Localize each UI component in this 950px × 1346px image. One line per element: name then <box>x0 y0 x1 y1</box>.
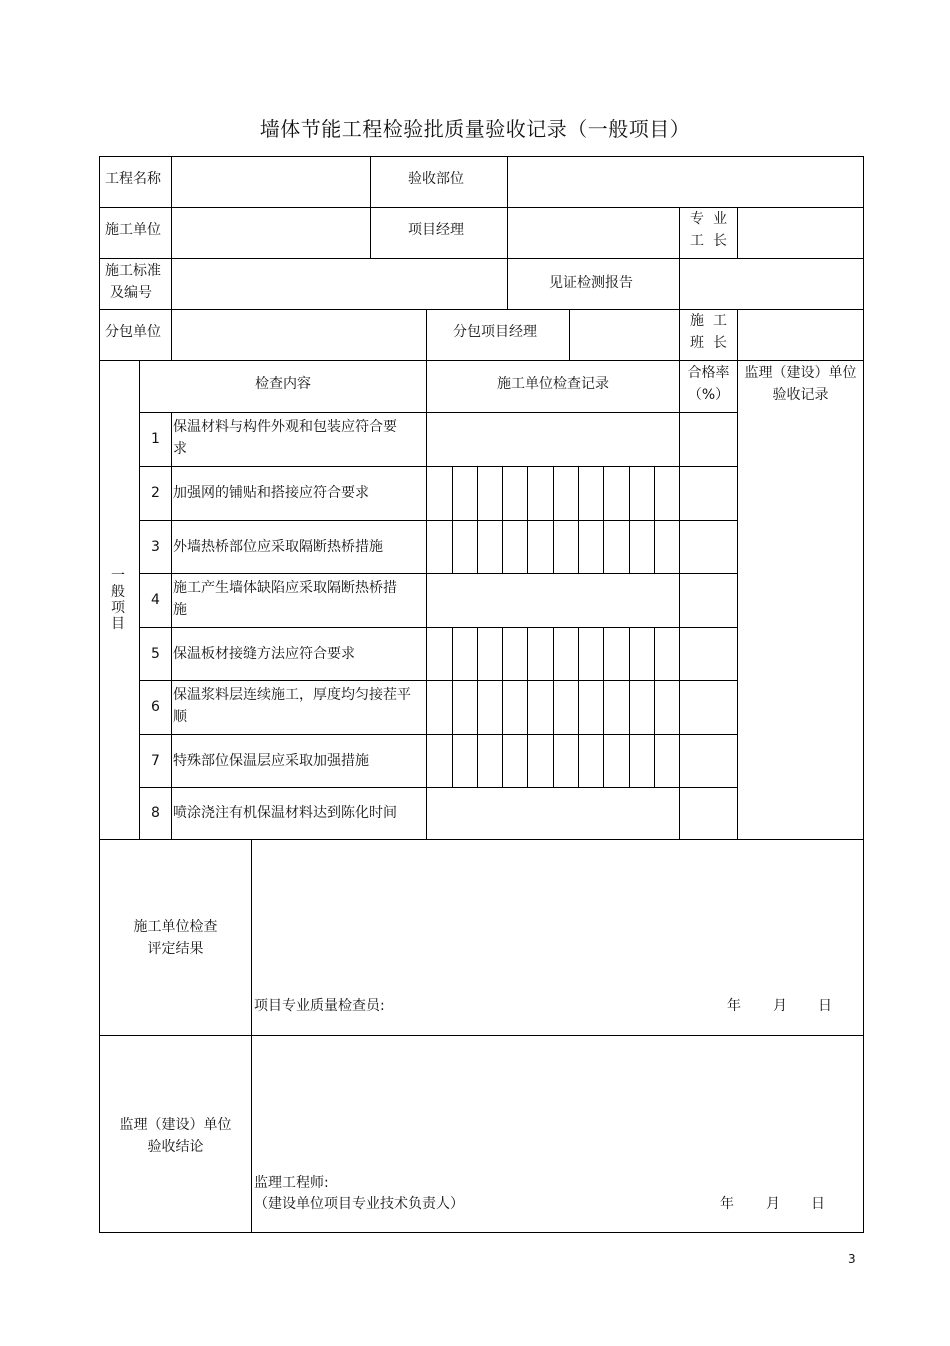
construction-result-label: 施工单位检查 <box>133 919 218 935</box>
record-subcell-line <box>553 627 554 787</box>
table-line <box>139 573 737 574</box>
date-month: 月 <box>766 1196 780 1212</box>
table-line <box>139 787 737 788</box>
table-line <box>139 734 737 735</box>
record-subcell-line <box>502 466 503 573</box>
construction-record-header: 施工单位检查记录 <box>497 376 609 392</box>
item-content: 喷涂浇注有机保温材料达到陈化时间 <box>173 805 397 821</box>
item-number: 8 <box>151 805 160 821</box>
record-subcell-line <box>502 627 503 787</box>
table-line <box>139 412 737 413</box>
item-content: 施工产生墙体缺陷应采取隔断热桥措 <box>173 580 397 596</box>
supervision-record-header: 监理（建设）单位 <box>744 365 857 381</box>
project-manager-label: 项目经理 <box>408 222 464 238</box>
date-day: 日 <box>811 1196 825 1212</box>
item-number: 5 <box>151 646 160 662</box>
table-line <box>679 360 680 839</box>
record-subcell-line <box>452 466 453 573</box>
table-line <box>737 207 738 258</box>
record-subcell-line <box>578 466 579 573</box>
table-line <box>737 309 738 360</box>
construction-unit-label: 施工单位 <box>105 222 161 238</box>
item-number: 1 <box>151 431 160 447</box>
construction-result-label: 评定结果 <box>147 941 204 957</box>
table-line <box>507 156 508 309</box>
table-line <box>426 309 427 360</box>
record-subcell-line <box>553 466 554 573</box>
witness-report-label: 见证检测报告 <box>549 275 633 291</box>
table-line <box>99 309 864 310</box>
table-line <box>171 412 172 839</box>
acceptance-part-label: 验收部位 <box>408 171 464 187</box>
item-number: 4 <box>151 592 160 608</box>
table-line <box>370 156 371 258</box>
record-subcell-line <box>578 627 579 787</box>
table-line <box>99 156 864 157</box>
item-content: 保温浆料层连续施工，厚度均匀接茬平 <box>173 687 411 703</box>
record-subcell-line <box>477 466 478 573</box>
supervision-record-header: 验收记录 <box>772 387 829 403</box>
item-content: 施 <box>173 602 187 618</box>
date-month: 月 <box>773 998 787 1014</box>
quality-inspector-label: 项目专业质量检查员: <box>254 998 385 1014</box>
record-subcell-line <box>629 466 630 573</box>
supervision-engineer-note: （建设单位项目专业技术负责人） <box>254 1196 464 1212</box>
record-subcell-line <box>477 627 478 787</box>
subcontract-manager-label: 分包项目经理 <box>453 324 537 340</box>
supervision-conclusion-label: 验收结论 <box>147 1139 204 1155</box>
table-line <box>99 156 100 1233</box>
item-content: 特殊部位保温层应采取加强措施 <box>173 753 369 769</box>
standard-label: 施工标准 <box>105 263 161 279</box>
table-line <box>139 466 737 467</box>
project-name-label: 工程名称 <box>105 171 161 187</box>
table-line <box>99 839 864 840</box>
pass-rate-header: （%） <box>687 387 730 403</box>
pass-rate-header: 合格率 <box>687 365 730 381</box>
record-subcell-line <box>452 627 453 787</box>
item-content: 顺 <box>173 709 187 725</box>
standard-label: 及编号 <box>110 285 152 301</box>
table-line <box>99 1232 864 1233</box>
supervision-conclusion-label: 监理（建设）单位 <box>119 1117 232 1133</box>
specialty-foreman-label: 工 长 <box>690 233 727 249</box>
item-number: 6 <box>151 699 160 715</box>
table-line <box>171 156 172 360</box>
table-line <box>569 309 570 360</box>
check-content-header: 检查内容 <box>255 376 311 392</box>
table-line <box>99 1035 864 1036</box>
table-line <box>863 156 864 1233</box>
specialty-foreman-label: 专 业 <box>690 211 727 227</box>
record-subcell-line <box>527 466 528 573</box>
record-subcell-line <box>654 627 655 787</box>
item-number: 7 <box>151 753 160 769</box>
table-line <box>251 839 252 1232</box>
team-leader-label: 班 长 <box>690 335 727 351</box>
record-subcell-line <box>527 627 528 787</box>
item-number: 2 <box>151 485 160 501</box>
team-leader-label: 施 工 <box>690 313 727 329</box>
item-content: 外墙热桥部位应采取隔断热桥措施 <box>173 539 383 555</box>
date-year: 年 <box>727 998 741 1014</box>
table-line <box>426 360 427 839</box>
table-line <box>139 680 737 681</box>
item-number: 3 <box>151 539 160 555</box>
item-content: 加强网的铺贴和搭接应符合要求 <box>173 485 369 501</box>
date-day: 日 <box>818 998 832 1014</box>
record-subcell-line <box>629 627 630 787</box>
section-label: 一般项目 <box>111 568 125 632</box>
table-line <box>99 360 864 361</box>
record-subcell-line <box>603 466 604 573</box>
page-title: 墙体节能工程检验批质量验收记录（一般项目） <box>259 117 691 141</box>
table-line <box>139 520 737 521</box>
table-line <box>99 258 864 259</box>
page-number: 3 <box>848 1252 856 1266</box>
table-line <box>737 360 738 839</box>
record-subcell-line <box>654 466 655 573</box>
item-content: 保温材料与构件外观和包装应符合要 <box>173 419 397 435</box>
supervision-engineer-label: 监理工程师: <box>254 1175 329 1191</box>
subcontract-unit-label: 分包单位 <box>105 324 161 340</box>
table-line <box>139 627 737 628</box>
table-line <box>99 207 864 208</box>
item-content: 保温板材接缝方法应符合要求 <box>173 646 355 662</box>
record-subcell-line <box>603 627 604 787</box>
date-year: 年 <box>720 1196 734 1212</box>
item-content: 求 <box>173 441 187 457</box>
